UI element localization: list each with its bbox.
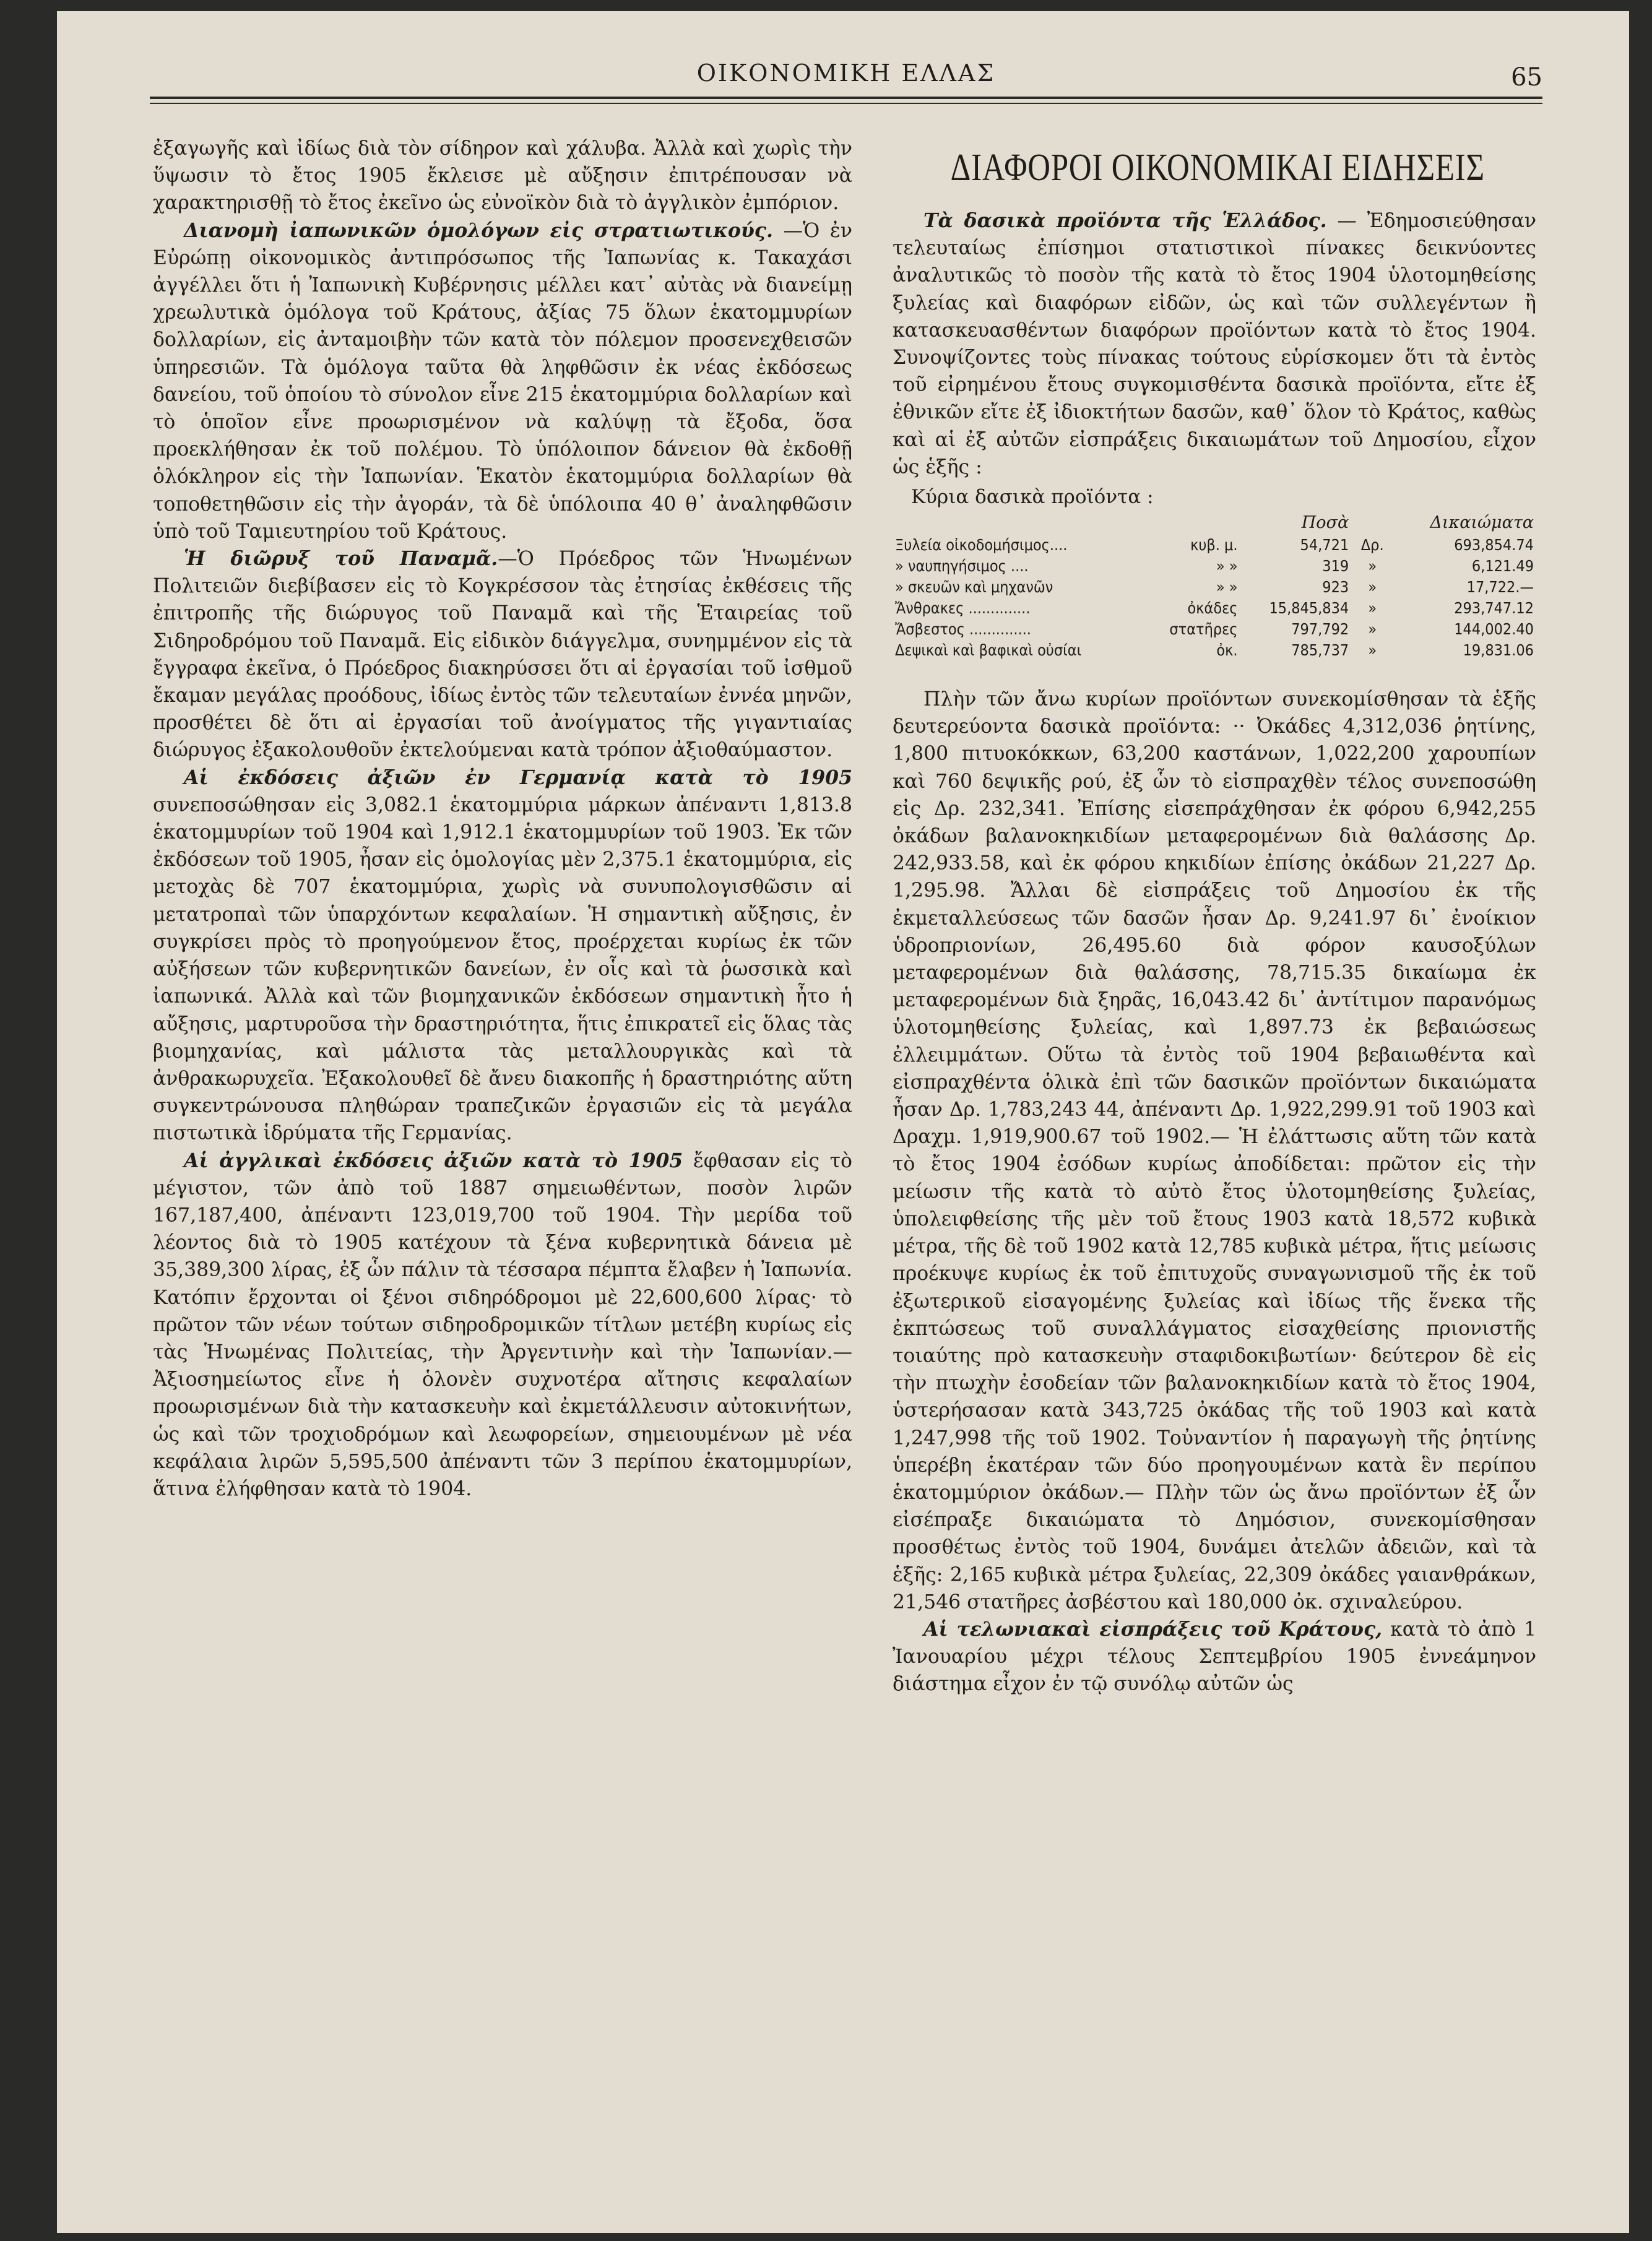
- paragraph-heading: Αἱ ἀγγλικαὶ ἐκδόσεις ἀξιῶν κατὰ τὸ 1905: [184, 1149, 683, 1172]
- section-title: ΔΙΑΦΟΡΟΙ ΟΙΚΟΝΟΜΙΚΑΙ ΕΙΔΗΣΕΙΣ: [950, 147, 1485, 189]
- paragraph: Διανομὴ ἰαπωνικῶν ὁμολόγων εἰς στρατιωτικούς. —Ὁ ἐν Εὐρώπῃ οἰκονομικὸς ἀντιπρόσωπος τῆς Ἰαπωνίας κ. Τακαχάσι ἀγγέλλει ὅτι ἡ Ἰαπωνικὴ Κυβέρνησις μέλλει κατ᾽ αὐτὰς νὰ διανείμῃ χρεωλυτικὰ ὁμόλογα τοῦ Κράτους, ἀξίας 75 ὅλων ἑκατομμυρίων δολλαρίων, εἰς ἀνταμοιβὴν τῶν κατὰ τὸν πόλεμον προσενεχθεισῶν ὑπηρεσιῶν. Τὰ ὁμόλογα ταῦτα θὰ ληφθῶσιν ἐκ νέας ἐκδόσεως δανείου, τοῦ ὁποίου τὸ σύνολον εἶνε 215 ἑκατομμύρια δολλαρίων καὶ τὸ ὁποῖον εἶνε προωρισμένον νὰ καλύψῃ τὰ ἔξοδα, ὅσα προεκλήθησαν ἐκ τοῦ πολέμου. Τὸ ὑπόλοιπον δάνειον θὰ ἐκδοθῇ ὁλόκληρον εἰς τὴν Ἰαπωνίαν. Ἑκατὸν ἑκατομμύρια δολλαρίων θὰ τοποθετηθῶσιν εἰς τὴν ἀγοράν, τὰ δὲ ὑπόλοιπα 40 θ᾽ ἀναληφθῶσιν ὑπὸ τοῦ Ταμιευτηρίου τοῦ Κράτους.: [153, 218, 852, 543]
- paragraph: Πλὴν τῶν ἄνω κυρίων προϊόντων συνεκομίσθησαν τὰ ἑξῆς δευτερεύοντα δασικὰ προϊόντα: ·· Ὀκάδες 4,312,036 ῥητίνης, 1,800 πιτυοκόκκων, 63,200 καστάνων, 1,022,200 χαρουπίων καὶ 760 δεψικῆς ρού, ἐξ ὧν τὸ εἰσπραχθὲν τέλος συνεποσώθη εἰς Δρ. 232,341. Ἐπίσης εἰσεπράχθησαν ἐκ φόρου 6,942,255 ὀκάδων βαλανοκηκιδίων μεταφερομένων διὰ θαλάσσης Δρ. 242,933.58, καὶ ἐκ φόρου κηκιδίων ἐπίσης ὀκάδων 21,227 Δρ. 1,295.98. Ἄλλαι δὲ εἰσπράξεις τοῦ Δημοσίου ἐκ τῆς ἐκμεταλλεύσεως τῶν δασῶν ἦσαν Δρ. 9,241.97 δι᾽ ἐνοίκιον ὑδροπριονίων, 26,495.60 διὰ φόρον καυσοξύλων μεταφερομένων διὰ θαλάσσης, 78,715.35 δικαίωμα ἐκ μεταφερομένων διὰ ξηρᾶς, 16,043.42 δι᾽ ἀντίτιμον παρανόμως ὑλοτομηθείσης ξυλείας, καὶ 1,897.73 ἐκ βεβαιώσεως ἐλλειμμάτων. Οὕτω τὰ ἐντὸς τοῦ 1904 βεβαιωθέντα καὶ εἰσπραχθέντα ὁλικὰ ἐπὶ τῶν δασικῶν προϊόντων δικαιώματα ἦσαν Δρ. 1,783,243 44, ἀπέναντι Δρ. 1,922,299.91 τοῦ 1903 καὶ Δραχμ. 1,919,900.67 τοῦ 1902.— Ἡ ἐλάττωσις αὕτη τῶν κατὰ τὸ ἔτος 1904 ἐσόδων κυρίως ἀποδίδεται: πρῶτον εἰς τὴν μείωσιν τῆς κατὰ τὸ αὐτὸ ἔτος ὑλοτομηθείσης ξυλείας, ὑπολειφθείσης τῆς μὲν τοῦ ἔτους 1903 κατὰ 18,572 κυβικὰ μέτρα, τῆς δὲ τοῦ 1902 κατὰ 12,785 κυβικὰ μέτρα, ἥτις μείωσις προέκυψε κυρίως ἐκ τοῦ ἐπιτυχοῦς συναγωνισμοῦ τῆς ἐκ τοῦ ἐξωτερικοῦ εἰσαγομένης ξυλείας καὶ ἰδίως τῆς ἕνεκα τῆς ἐκπτώσεως τοῦ συναλλάγματος εἰσαχθείσης πριονιστῆς τοιαύτης πρὸ κατασκευὴν σταφιδοκιβωτίων· δεύτερον δὲ εἰς τὴν πτωχὴν ἐσοδείαν τῶν βαλανοκηκιδίων κατὰ τὸ ἔτος 1904, ὑστερήσασαν κατὰ 343,725 ὀκάδας τῆς τοῦ 1903 καὶ κατὰ 1,247,998 τῆς τοῦ 1902. Τοὐναντίον ἡ παραγωγὴ τῆς ῥητίνης ὑπερέβη ἑκατέραν τῶν δύο προηγουμένων κατὰ ἓν περίπου ἑκατομμύριον ὀκάδων.— Πλὴν τῶν ὡς ἄνω προϊόντων ἐξ ὧν εἰσέπραξε δικαιώματα τὸ Δημόσιον, συνεκομίσθησαν προσθέτως ἐντὸς τοῦ 1904, δυνάμει ἀτελῶν ἀδειῶν, καὶ τὰ ἑξῆς: 2,165 κυβικὰ μέτρα ξυλείας, 22,309 ὀκάδες γαιανθράκων, 21,546 στατῆρες ἀσβέστου καὶ 180,000 ὀκ. σχιναλεύρου.: [893, 688, 1536, 1613]
- table-row: Ξυλεία οἰκοδομήσιμος.... κυβ. μ. 54,721 Δρ. 693,854.74: [895, 536, 1534, 555]
- paragraph-heading: Διανομὴ ἰαπωνικῶν ὁμολόγων εἰς στρατιωτικούς.: [184, 218, 773, 242]
- left-column: [153, 135, 852, 1503]
- paragraph-heading: Ἡ διῶρυξ τοῦ Παναμᾶ.: [184, 547, 498, 571]
- table-row: » ναυπηγήσιμος .... » » 319 » 6,121.49: [895, 557, 1534, 576]
- paragraph-heading: Τὰ δασικὰ προϊόντα τῆς Ἑλλάδος.: [923, 209, 1327, 232]
- paragraph-heading: Αἱ ἐκδόσεις ἀξιῶν ἐν Γερμανίᾳ κατὰ τὸ 1905: [184, 766, 852, 789]
- paragraph: Ἡ διῶρυξ τοῦ Παναμᾶ.—Ὁ Πρόεδρος τῶν Ἡνωμένων Πολιτειῶν διεβίβασεν εἰς τὸ Κογκρέσσον τὰς ἐτησίας ἐκθέσεις τῆς ἐπιτροπῆς τῆς διώρυγος τοῦ Παναμᾶ καὶ τῆς Ἑταιρείας τοῦ Σιδηροδρόμου τοῦ Παναμᾶ. Εἰς εἰδικὸν διάγγελμα, συνημμένον εἰς τὰ ἔγγραφα ἐκεῖνα, ὁ Πρόεδρος διακηρύσσει ὅτι αἱ ἐργασίαι τοῦ ἰσθμοῦ ἔκαμαν μεγάλας προόδους, ἰδίως ἐντὸς τῶν τελευταίων ἐννέα μηνῶν, προσθέτει δὲ ὅτι αἱ ἐργασίαι τοῦ ἀνοίγματος τῆς γιγαντιαίας διώρυγος ἐξακολουθοῦν ἐκτελούμεναι κατὰ τρόπον ἀξιοθαύμαστον.: [153, 547, 852, 762]
- paragraph: ἐξαγωγῆς καὶ ἰδίως διὰ τὸν σίδηρον καὶ χάλυβα. Ἀλλὰ καὶ χωρὶς τὴν ὕψωσιν τὸ ἔτος 1905 ἔκλεισε μὲ αὔξησιν ἐπιτρέπουσαν νὰ χαρακτηρισθῇ τὸ ἔτος ἐκεῖνο ὡς εὐνοϊκὸν διὰ τὸ ἀγγλικὸν ἐμπόριον.: [153, 137, 852, 215]
- paragraph: Αἱ ἀγγλικαὶ ἐκδόσεις ἀξιῶν κατὰ τὸ 1905 ἔφθασαν εἰς τὸ μέγιστον, τῶν ἀπὸ τοῦ 1887 σημειωθέντων, ποσὸν λιρῶν 167,187,400, ἀπέναντι 123,019,700 τοῦ 1904. Τὴν μερίδα τοῦ λέοντος διὰ τὸ 1905 κατέχουν τὰ ξένα κυβερνητικὰ δάνεια μὲ 35,389,300 λίρας, ἐξ ὧν πάλιν τὰ τέσσαρα πέμπτα ἔλαβεν ἡ Ἰαπωνία. Κατόπιν ἔρχονται οἱ ξένοι σιδηρόδρομοι μὲ 22,600,600 λίρας· τὸ πρῶτον τῶν νέων τούτων σιδηροδρομικῶν τίτλων μετέβη κυρίως εἰς τὰς Ἡνωμένας Πολιτείας, τὴν Ἀργεντινὴν καὶ τὴν Ἰαπωνίαν.—Ἀξιοσημείωτος εἶνε ἡ ὁλονὲν συχνοτέρα αἴτησις κεφαλαίων προωρισμένων διὰ τὴν κατασκευὴν καὶ ἐκμετάλλευσιν αὐτοκινήτων, ὡς καὶ τῶν τροχιοδρόμων καὶ λεωφορείων, σημειουμένων μὲ νέα κεφάλαια λιρῶν 5,595,500 ἀπέναντι τῶν 3 περίπου ἑκατομμυρίων, ἅτινα ἐλήφθησαν κατὰ τὸ 1904.: [153, 1149, 852, 1500]
- journal-title: ΟΙΚΟΝΟΜΙΚΗ ΕΛΛΑΣ: [696, 59, 996, 87]
- page-number: 65: [1511, 63, 1542, 92]
- header-rule-thick: [150, 97, 1542, 99]
- newspaper-page: [57, 11, 1629, 2233]
- column-header-quantities: Ποσὰ: [1301, 513, 1349, 533]
- table-row: Ἄσβεστος .............. στατῆρες 797,792 » 144,002.40: [895, 620, 1534, 639]
- column-header-fees: Δικαιώματα: [1430, 513, 1534, 533]
- table-title: Κύρια δασικὰ προϊόντα :: [911, 486, 1154, 509]
- paragraph: Τὰ δασικὰ προϊόντα τῆς Ἑλλάδος. — Ἐδημοσιεύθησαν τελευταίως ἐπίσημοι στατιστικοὶ πίνακες δεικνύοντες ἀναλυτικῶς τὸ ποσὸν τῆς κατὰ τὸ ἔτος 1904 ὑλοτομηθείσης ξυλείας καὶ διαφόρων εἰδῶν, ὡς καὶ τῶν συλλεγέντων ἢ κατασκευασθέντων διαφόρων προϊόντων κατὰ τὸ ἔτος 1904. Συνοψίζοντες τοὺς πίνακας τούτους εὑρίσκομεν ὅτι τὰ ἐντὸς τοῦ εἰρημένου ἔτους συγκομισθέντα δασικὰ προϊόντα, εἴτε ἐξ ἐθνικῶν εἴτε ἐξ ἰδιοκτήτων δασῶν, καθ᾽ ὅλον τὸ Κράτος, καθὼς καὶ αἱ ἐξ αὐτῶν εἰσπράξεις δικαιωμάτων τοῦ Δημοσίου, εἶχον ὡς ἑξῆς :: [893, 209, 1536, 478]
- table-row: Ἄνθρακες .............. ὀκάδες 15,845,834 » 293,747.12: [895, 599, 1534, 618]
- running-header: [150, 54, 1542, 98]
- header-rule-thin: [150, 103, 1542, 104]
- table-row: » σκευῶν καὶ μηχανῶν » » 923 » 17,722.—: [895, 578, 1534, 597]
- table-row: Δεψικαὶ καὶ βαφικαὶ οὐσίαι ὀκ. 785,737 » 19,831.06: [895, 641, 1534, 660]
- forest-products-table: [893, 513, 1536, 661]
- paragraph: Αἱ τελωνιακαὶ εἰσπράξεις τοῦ Κράτους, κατὰ τὸ ἀπὸ 1 Ἰανουαρίου μέχρι τέλους Σεπτεμβρίου 1905 ἐννεάμηνον διάστημα εἶχον ἐν τῷ συνόλῳ αὐτῶν ὡς: [893, 1617, 1536, 1696]
- paragraph-heading: Αἱ τελωνιακαὶ εἰσπράξεις τοῦ Κράτους,: [923, 1617, 1383, 1641]
- right-column: [893, 135, 1536, 1698]
- paragraph: Αἱ ἐκδόσεις ἀξιῶν ἐν Γερμανίᾳ κατὰ τὸ 1905 συνεποσώθησαν εἰς 3,082.1 ἑκατομμύρια μάρκων ἀπέναντι 1,813.8 ἑκατομμυρίων τοῦ 1904 καὶ 1,912.1 ἑκατομμυρίων τοῦ 1903. Ἐκ τῶν ἐκδόσεων τοῦ 1905, ἦσαν εἰς ὁμολογίας μὲν 2,375.1 ἑκατομμύρια, εἰς μετοχὰς δὲ 707 ἑκατομμύρια, χωρὶς νὰ συνυπολογισθῶσιν αἱ μετατροπαὶ τῶν ὑπαρχόντων κεφαλαίων. Ἡ σημαντικὴ αὔξησις, ἐν συγκρίσει πρὸς τὸ προηγούμενον ἔτος, προέρχεται κυρίως ἐκ τῶν αὐξήσεων τῶν κυβερνητικῶν δανείων, ἐν οἷς καὶ τὰ ῥωσσικὰ καὶ ἰαπωνικά. Ἀλλὰ καὶ τῶν βιομηχανικῶν ἐκδόσεων σημαντικὴ ἦτο ἡ αὔξησις, μαρτυροῦσα τὴν δραστηριότητα, ἥτις ἐπικρατεῖ εἰς ὅλας τὰς βιομηχανίας, καὶ μάλιστα τὰς μεταλλουργικὰς καὶ τὰ ἀνθρακωρυχεῖα. Ἐξακολουθεῖ δὲ ἄνευ διακοπῆς ἡ δραστηριότης αὕτη συγκεντρώνουσα πληθώραν τραπεζικῶν ἐργασιῶν εἰς τὰ μεγάλα πιστωτικὰ ἱδρύματα τῆς Γερμανίας.: [153, 766, 852, 1145]
